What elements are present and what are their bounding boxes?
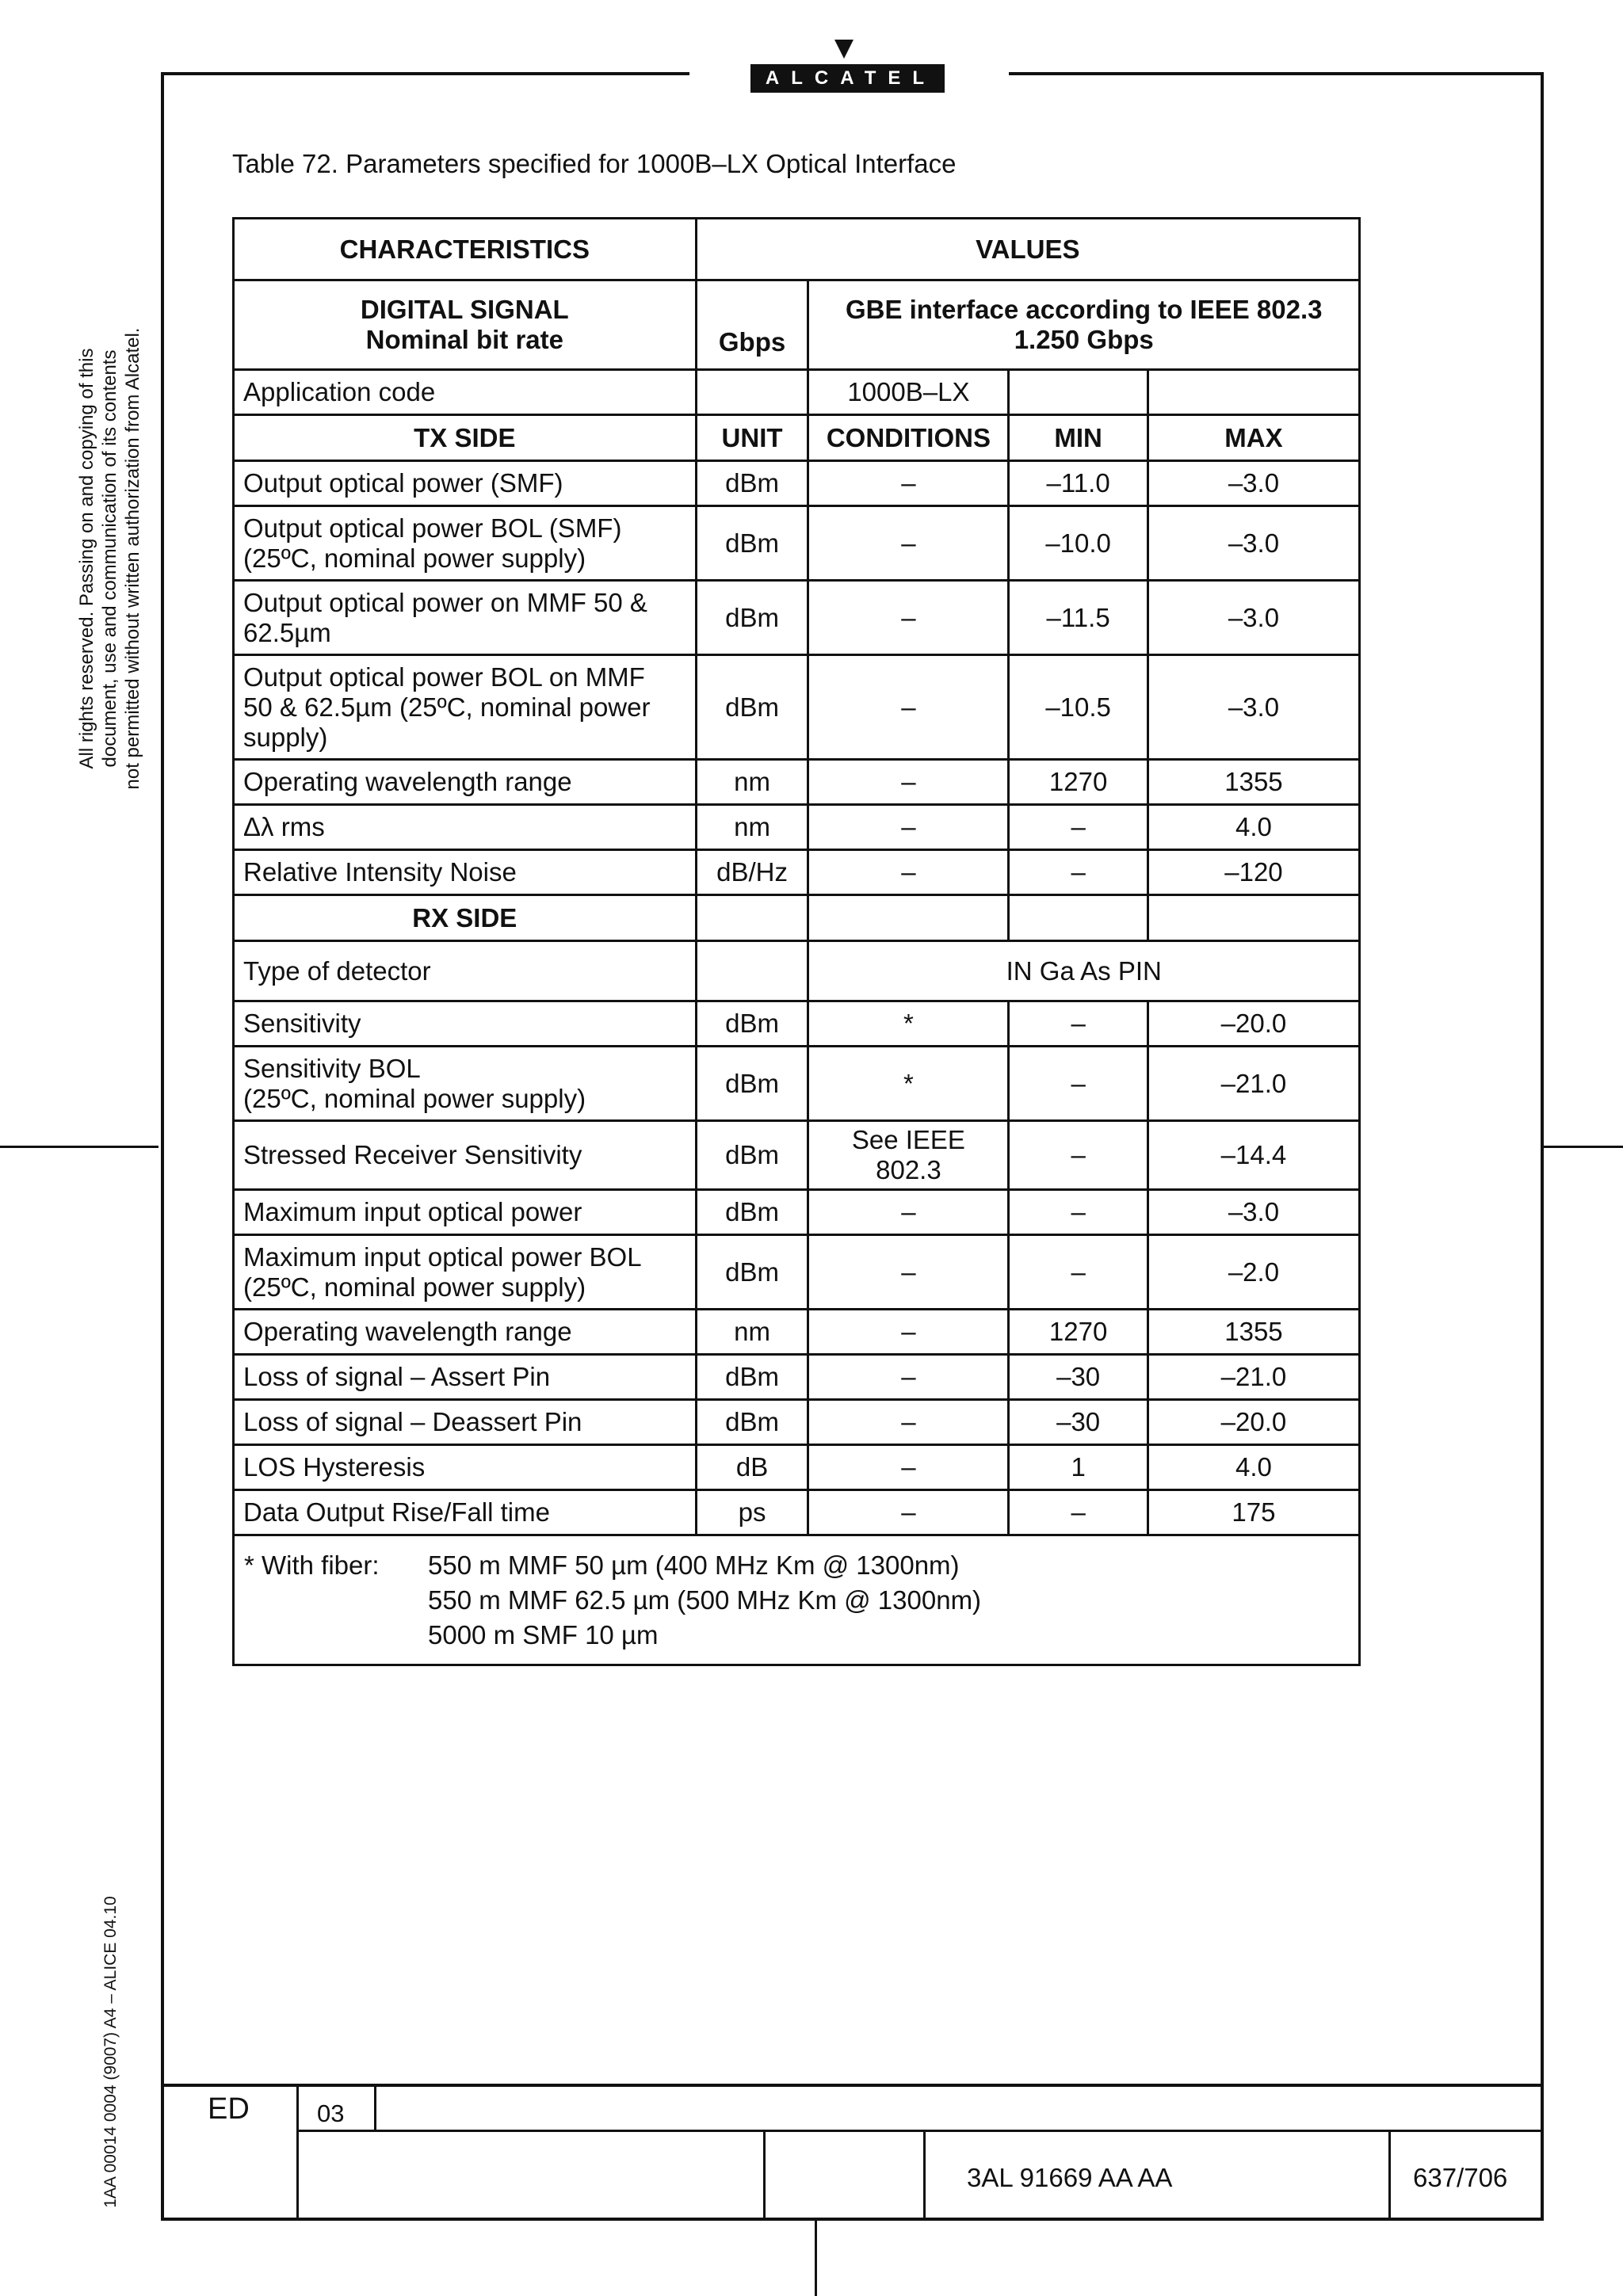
max-cell: 4.0 [1148, 1445, 1359, 1490]
parameter-name [234, 1400, 697, 1445]
max-cell: 175 [1148, 1490, 1359, 1535]
table-row [234, 805, 1360, 850]
table-row [234, 1310, 1360, 1355]
unit-cell: dBm [696, 1355, 808, 1400]
note-line-1: 550 m MMF 50 µm (400 MHz Km @ 1300nm) [428, 1550, 960, 1580]
conditions-cell [808, 1355, 1009, 1400]
rx-header-cond-empty [808, 895, 1009, 941]
parameter-name-line: LOS Hysteresis [243, 1452, 426, 1482]
unit-cell: dBm [696, 1400, 808, 1445]
rx-header-min-empty [1009, 895, 1148, 941]
min-cell: –10.5 [1009, 655, 1148, 760]
margin-tick-left [0, 1146, 158, 1148]
parameter-name-line: Output optical power on MMF 50 & [243, 587, 647, 617]
conditions-line: – [901, 1257, 916, 1287]
max-cell: 1355 [1148, 760, 1359, 805]
parameter-name [234, 1235, 697, 1310]
parameter-name-line: Output optical power (SMF) [243, 468, 563, 498]
table-row [234, 1355, 1360, 1400]
min-cell: – [1009, 1190, 1148, 1235]
footer-ed-label: ED [208, 2092, 250, 2126]
min-cell: 1270 [1009, 1310, 1148, 1355]
table-row [234, 1445, 1360, 1490]
min-cell: – [1009, 1490, 1148, 1535]
min-cell: 1270 [1009, 760, 1148, 805]
conditions-line: – [901, 1197, 916, 1226]
max-cell: 4.0 [1148, 805, 1359, 850]
parameter-name [234, 506, 697, 581]
unit-cell: dBm [696, 1047, 808, 1121]
digital-signal-value-line-2: 1.250 Gbps [1014, 325, 1154, 354]
rx-header-unit-empty [696, 895, 808, 941]
parameter-name [234, 760, 697, 805]
parameter-name-line: Loss of signal – Deassert Pin [243, 1407, 582, 1436]
tx-max-header: MAX [1148, 415, 1359, 461]
conditions-cell [808, 1445, 1009, 1490]
conditions-cell: – [808, 805, 1009, 850]
parameter-name-line: Sensitivity BOL [243, 1053, 421, 1083]
parameter-name-line: Output optical power BOL (SMF) [243, 513, 622, 543]
parameter-name [234, 1355, 697, 1400]
form-code-text: 1AA 00014 0004 (9007) A4 – ALICE 04.10 [101, 1896, 120, 2208]
max-cell: –3.0 [1148, 1190, 1359, 1235]
conditions-cell: – [808, 655, 1009, 760]
parameter-name-line: 50 & 62.5µm (25ºC, nominal power [243, 692, 651, 722]
application-code-min-empty [1009, 370, 1148, 415]
parameter-name-line: Relative Intensity Noise [243, 857, 517, 887]
parameter-name-line: Loss of signal – Assert Pin [243, 1362, 551, 1391]
conditions-line: 802.3 [876, 1155, 941, 1184]
min-cell: – [1009, 1235, 1148, 1310]
digital-signal-unit: Gbps [696, 280, 808, 370]
parameter-name [234, 1190, 697, 1235]
unit-cell: ps [696, 1490, 808, 1535]
parameter-name [234, 1001, 697, 1047]
conditions-line: – [901, 1317, 916, 1346]
note-row [234, 1535, 1360, 1665]
conditions-line: See IEEE [851, 1125, 965, 1154]
tx-conditions-header: CONDITIONS [808, 415, 1009, 461]
conditions-line: – [901, 1362, 916, 1391]
application-code-value: 1000B–LX [808, 370, 1009, 415]
unit-cell: dBm [696, 1190, 808, 1235]
table-row [234, 1190, 1360, 1235]
max-cell: –14.4 [1148, 1121, 1359, 1190]
unit-cell: nm [696, 1310, 808, 1355]
tx-min-header: MIN [1009, 415, 1148, 461]
digital-signal-row [234, 280, 1360, 370]
detector-label: Type of detector [234, 941, 697, 1001]
max-cell: –21.0 [1148, 1047, 1359, 1121]
application-code-unit-empty [696, 370, 808, 415]
parameter-name [234, 1445, 697, 1490]
parameter-name-line: supply) [243, 722, 328, 752]
conditions-cell: – [808, 461, 1009, 506]
unit-cell: dBm [696, 655, 808, 760]
unit-cell: dBm [696, 581, 808, 655]
parameter-name-line: Output optical power BOL on MMF [243, 662, 645, 692]
parameter-name-line: Data Output Rise/Fall time [243, 1497, 550, 1527]
unit-cell: nm [696, 760, 808, 805]
application-code-row [234, 370, 1360, 415]
frame-top-right [1009, 72, 1543, 75]
note-line-3: 5000 m SMF 10 µm [428, 1620, 659, 1650]
application-code-label: Application code [234, 370, 697, 415]
table-row [234, 581, 1360, 655]
parameter-name-line: (25ºC, nominal power supply) [243, 1272, 586, 1302]
footer-v4 [923, 2130, 926, 2219]
unit-cell: dB [696, 1445, 808, 1490]
unit-cell: dBm [696, 461, 808, 506]
table-caption: Table 72. Parameters specified for 1000B–LX Optical Interface [232, 149, 957, 178]
digital-signal-value-line-1: GBE interface according to IEEE 802.3 [845, 295, 1323, 324]
parameter-name-line: Operating wavelength range [243, 767, 572, 796]
unit-cell: dBm [696, 506, 808, 581]
margin-tick-right [1544, 1146, 1623, 1148]
footer-top-line [161, 2084, 1544, 2087]
max-cell: –20.0 [1148, 1400, 1359, 1445]
parameters-table [232, 217, 1361, 1666]
rx-side-label: RX SIDE [234, 895, 697, 941]
digital-signal-label [234, 280, 697, 370]
conditions-cell: – [808, 506, 1009, 581]
note-line-2: 550 m MMF 62.5 µm (500 MHz Km @ 1300nm) [428, 1585, 982, 1615]
max-cell: –21.0 [1148, 1355, 1359, 1400]
table-row [234, 1235, 1360, 1310]
table-row [234, 1121, 1360, 1190]
parameter-name [234, 461, 697, 506]
tx-unit-header: UNIT [696, 415, 808, 461]
unit-cell: nm [696, 805, 808, 850]
table-row [234, 461, 1360, 506]
table-row [234, 1400, 1360, 1445]
table-row [234, 506, 1360, 581]
table-row [234, 1490, 1360, 1535]
conditions-line: – [901, 1407, 916, 1436]
bottom-tick [815, 2221, 817, 2296]
footer-v5 [1388, 2130, 1391, 2219]
frame-top-left [161, 72, 689, 75]
copyright-line-2: document, use and communication of its contents [99, 349, 120, 768]
max-cell: –3.0 [1148, 461, 1359, 506]
frame-left [161, 72, 164, 2221]
digital-signal-line-2: Nominal bit rate [365, 325, 563, 354]
rx-header-max-empty [1148, 895, 1359, 941]
digital-signal-line-1: DIGITAL SIGNAL [360, 295, 569, 324]
conditions-line: * [903, 1068, 914, 1098]
footer-page-number: 637/706 [1413, 2163, 1508, 2192]
parameter-name [234, 1490, 697, 1535]
max-cell: 1355 [1148, 1310, 1359, 1355]
min-cell: –10.0 [1009, 506, 1148, 581]
parameter-name [234, 1047, 697, 1121]
note-label: * With fiber: [244, 1550, 380, 1580]
conditions-cell [808, 1121, 1009, 1190]
copyright-line-3: not permitted without written authorization from Alcatel. [122, 327, 143, 790]
unit-cell: dB/Hz [696, 850, 808, 895]
detector-value: IN Ga As PIN [808, 941, 1360, 1001]
table-row [234, 760, 1360, 805]
conditions-cell: – [808, 581, 1009, 655]
parameter-name [234, 805, 697, 850]
parameter-name [234, 1310, 697, 1355]
conditions-line: – [901, 1497, 916, 1527]
conditions-cell [808, 1235, 1009, 1310]
unit-cell: dBm [696, 1121, 808, 1190]
min-cell: –30 [1009, 1355, 1148, 1400]
alcatel-logo [749, 38, 947, 95]
conditions-cell [808, 1047, 1009, 1121]
parameter-name-line: Maximum input optical power BOL [243, 1241, 642, 1272]
unit-cell: dBm [696, 1001, 808, 1047]
table-header-row [234, 219, 1360, 280]
footer-v2 [374, 2084, 376, 2131]
parameter-name [234, 655, 697, 760]
table-row [234, 655, 1360, 760]
min-cell: – [1009, 1121, 1148, 1190]
conditions-cell [808, 1190, 1009, 1235]
parameter-name-line: 62.5µm [243, 617, 331, 647]
conditions-cell: – [808, 760, 1009, 805]
header-characteristics: CHARACTERISTICS [234, 219, 697, 280]
note-cell [234, 1535, 1360, 1665]
table-row [234, 1001, 1360, 1047]
min-cell: – [1009, 1001, 1148, 1047]
footer-ed-number: 03 [317, 2100, 345, 2127]
max-cell: –120 [1148, 850, 1359, 895]
logo-text: ALCATEL [750, 64, 945, 93]
min-cell: –11.0 [1009, 461, 1148, 506]
conditions-cell: – [808, 850, 1009, 895]
digital-signal-value [808, 280, 1360, 370]
parameter-name-line: (25ºC, nominal power supply) [243, 1083, 586, 1113]
min-cell: –11.5 [1009, 581, 1148, 655]
conditions-cell [808, 1001, 1009, 1047]
rx-header-row [234, 895, 1360, 941]
detector-unit-empty [696, 941, 808, 1001]
application-code-max-empty [1148, 370, 1359, 415]
footer-v1 [296, 2084, 299, 2219]
detector-row [234, 941, 1360, 1001]
footer-mid-line [296, 2130, 1544, 2132]
table-row [234, 1047, 1360, 1121]
max-cell: –3.0 [1148, 506, 1359, 581]
frame-bottom [161, 2218, 1544, 2221]
parameter-name [234, 1121, 697, 1190]
logo-triangle-icon [834, 40, 854, 59]
conditions-cell [808, 1490, 1009, 1535]
parameter-name-line: Sensitivity [243, 1009, 361, 1038]
unit-cell: dBm [696, 1235, 808, 1310]
parameter-name-line: Δλ rms [243, 812, 325, 841]
min-cell: 1 [1009, 1445, 1148, 1490]
parameter-name-line: Operating wavelength range [243, 1317, 572, 1346]
table-row [234, 850, 1360, 895]
parameter-name-line: Maximum input optical power [243, 1197, 582, 1226]
conditions-cell [808, 1400, 1009, 1445]
tx-side-label: TX SIDE [234, 415, 697, 461]
parameter-name-line: (25ºC, nominal power supply) [243, 543, 586, 573]
parameter-name [234, 850, 697, 895]
tx-header-row [234, 415, 1360, 461]
parameter-name-line: Stressed Receiver Sensitivity [243, 1140, 582, 1169]
min-cell: – [1009, 1047, 1148, 1121]
footer-doc-number: 3AL 91669 AA AA [967, 2163, 1173, 2192]
copyright-line-1: All rights reserved. Passing on and copying of this [76, 348, 97, 769]
max-cell: –3.0 [1148, 581, 1359, 655]
conditions-line: * [903, 1009, 914, 1038]
max-cell: –2.0 [1148, 1235, 1359, 1310]
min-cell: – [1009, 805, 1148, 850]
header-values: VALUES [696, 219, 1359, 280]
conditions-cell [808, 1310, 1009, 1355]
min-cell: –30 [1009, 1400, 1148, 1445]
parameter-name [234, 581, 697, 655]
footer-v3 [763, 2130, 766, 2219]
max-cell: –20.0 [1148, 1001, 1359, 1047]
conditions-line: – [901, 1452, 916, 1482]
min-cell: – [1009, 850, 1148, 895]
max-cell: –3.0 [1148, 655, 1359, 760]
